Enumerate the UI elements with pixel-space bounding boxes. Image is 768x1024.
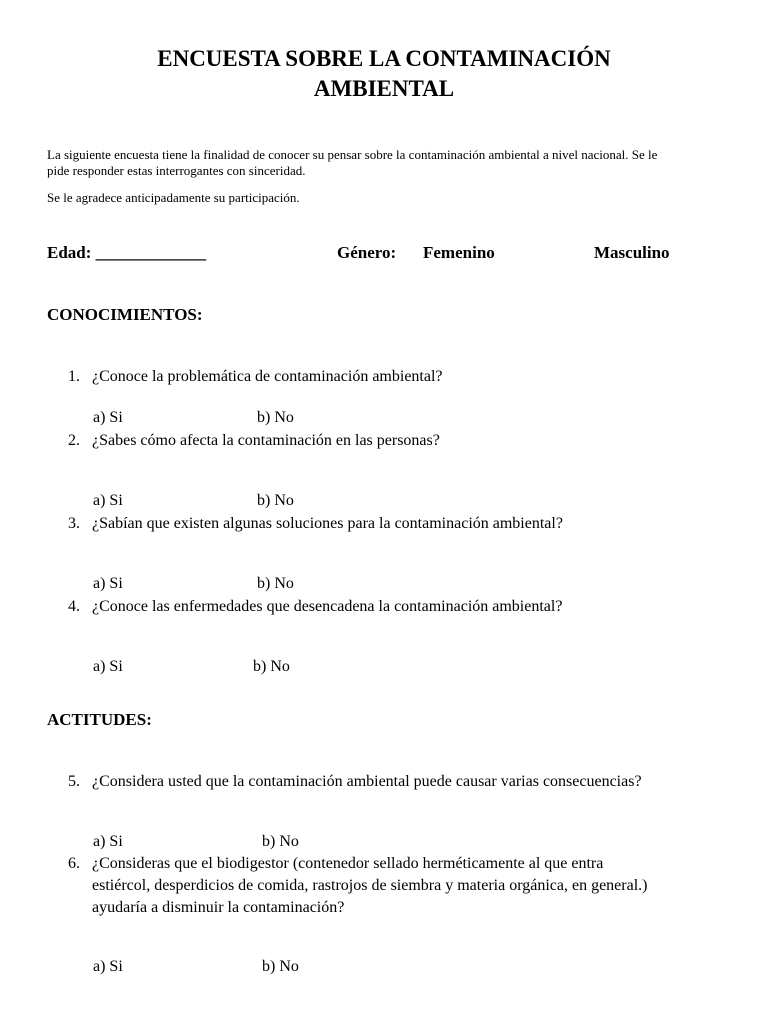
question-2-number: 2. <box>68 432 80 449</box>
question-1-option-si[interactable]: a) Si <box>93 409 123 426</box>
question-5-text: ¿Considera usted que la contaminación ambiental puede causar varias consecuencias? <box>92 773 642 790</box>
question-6-option-no[interactable]: b) No <box>262 958 299 975</box>
question-2-option-si[interactable]: a) Si <box>93 492 123 509</box>
section-actitudes: ACTITUDES: <box>47 710 152 729</box>
option-femenino[interactable]: Femenino <box>423 243 495 262</box>
edad-field[interactable]: Edad: _____________ <box>47 243 207 262</box>
section-conocimientos: CONOCIMIENTOS: <box>47 305 203 324</box>
question-3-number: 3. <box>68 515 80 532</box>
question-5-number: 5. <box>68 773 80 790</box>
question-3-text: ¿Sabían que existen algunas soluciones para la contaminación ambiental? <box>92 515 563 532</box>
question-4-text: ¿Conoce las enfermedades que desencadena la contaminación ambiental? <box>92 598 563 615</box>
question-6-text-line-3: ayudaría a disminuir la contaminación? <box>92 899 345 916</box>
question-6-number: 6. <box>68 855 80 872</box>
question-1-option-no[interactable]: b) No <box>257 409 294 426</box>
question-5-option-si[interactable]: a) Si <box>93 833 123 850</box>
question-5-option-no[interactable]: b) No <box>262 833 299 850</box>
option-masculino[interactable]: Masculino <box>594 243 670 262</box>
page-title-line-2: AMBIENTAL <box>313 76 455 101</box>
question-4-number: 4. <box>68 598 80 615</box>
question-6-text-line-1: ¿Consideras que el biodigestor (contenedor sellado herméticamente al que entra <box>92 855 604 872</box>
question-4-option-si[interactable]: a) Si <box>93 658 123 675</box>
question-6-option-si[interactable]: a) Si <box>93 958 123 975</box>
intro-line-1: La siguiente encuesta tiene la finalidad de conocer su pensar sobre la contaminación ambiental a nivel nacional. Se le <box>47 147 658 162</box>
page-title-line-1: ENCUESTA SOBRE LA CONTAMINACIÓN <box>157 46 611 71</box>
question-3-option-no[interactable]: b) No <box>257 575 294 592</box>
question-4-option-no[interactable]: b) No <box>253 658 290 675</box>
question-2-text: ¿Sabes cómo afecta la contaminación en las personas? <box>92 432 440 449</box>
intro-thanks: Se le agradece anticipadamente su participación. <box>47 190 300 205</box>
intro-line-2: pide responder estas interrogantes con sinceridad. <box>47 163 306 178</box>
question-2-option-no[interactable]: b) No <box>257 492 294 509</box>
question-1-number: 1. <box>68 368 80 385</box>
question-3-option-si[interactable]: a) Si <box>93 575 123 592</box>
genero-label: Género: <box>337 243 397 262</box>
question-6-text-line-2: estiércol, desperdicios de comida, rastrojos de siembra y materia orgánica, en general.) <box>92 877 648 894</box>
question-1-text: ¿Conoce la problemática de contaminación ambiental? <box>92 368 443 385</box>
